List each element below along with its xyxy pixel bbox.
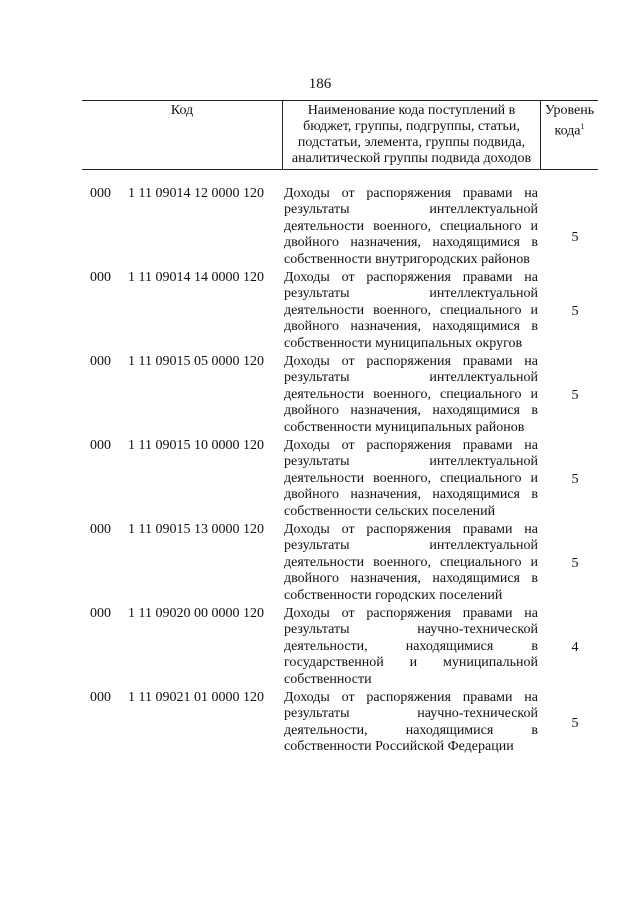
- row-code: 1 11 09014 14 0000 120: [128, 270, 264, 285]
- table-row: [0, 354, 640, 438]
- row-code: 1 11 09015 10 0000 120: [128, 438, 264, 453]
- row-name: Доходы от распоряжения правами на результаты интеллектуальной деятельности военного, специального и двойного назначения, находящимися в собственности муниципальных округов: [284, 270, 538, 351]
- header-name: Наименование кода поступлений в бюджет, группы, подгруппы, статьи, подстатьи, элемента, группы подвида, аналитической группы подвида доходов: [282, 101, 541, 169]
- table-row: [0, 186, 640, 270]
- row-name: Доходы от распоряжения правами на результаты научно-технической деятельности, находящимися в собственности Российской Федерации: [284, 690, 538, 755]
- table-header: [82, 100, 598, 170]
- row-name: Доходы от распоряжения правами на результаты научно-технической деятельности, находящимися в государственной и муниципальной собственности: [284, 606, 538, 687]
- row-level: 4: [571, 640, 579, 655]
- table-row: [0, 270, 640, 354]
- row-level: 5: [571, 472, 579, 487]
- table-row: [0, 690, 640, 772]
- row-prefix: 000: [90, 690, 111, 705]
- table-row: [0, 438, 640, 522]
- header-level-label: Уровень кода: [544, 103, 595, 139]
- row-prefix: 000: [90, 186, 111, 201]
- row-code: 1 11 09014 12 0000 120: [128, 186, 264, 201]
- row-name: Доходы от распоряжения правами на результаты интеллектуальной деятельности военного, специального и двойного назначения, находящимися в собственности муниципальных районов: [284, 354, 538, 435]
- row-level: 5: [571, 716, 579, 731]
- footnote-marker: 1: [580, 122, 585, 131]
- row-level: 5: [571, 556, 579, 571]
- row-prefix: 000: [90, 438, 111, 453]
- row-prefix: 000: [90, 270, 111, 285]
- row-level: 5: [571, 230, 579, 245]
- row-code: 1 11 09015 05 0000 120: [128, 354, 264, 369]
- row-name: Доходы от распоряжения правами на результаты интеллектуальной деятельности военного, специального и двойного назначения, находящимися в собственности городских поселений: [284, 522, 538, 603]
- row-code: 1 11 09015 13 0000 120: [128, 522, 264, 537]
- table-row: [0, 522, 640, 606]
- table-body: [0, 186, 640, 772]
- row-code: 1 11 09020 00 0000 120: [128, 606, 264, 621]
- row-prefix: 000: [90, 606, 111, 621]
- row-prefix: 000: [90, 522, 111, 537]
- row-name: Доходы от распоряжения правами на результаты интеллектуальной деятельности военного, специального и двойного назначения, находящимися в собственности сельских поселений: [284, 438, 538, 519]
- row-name: Доходы от распоряжения правами на результаты интеллектуальной деятельности военного, специального и двойного назначения, находящимися в собственности внутригородских районов: [284, 186, 538, 267]
- row-code: 1 11 09021 01 0000 120: [128, 690, 264, 705]
- row-level: 5: [571, 388, 579, 403]
- table-row: [0, 606, 640, 690]
- header-code: Код: [170, 103, 194, 118]
- header-level: [541, 101, 598, 169]
- row-level: 5: [571, 304, 579, 319]
- row-prefix: 000: [90, 354, 111, 369]
- page-number: 186: [308, 76, 332, 92]
